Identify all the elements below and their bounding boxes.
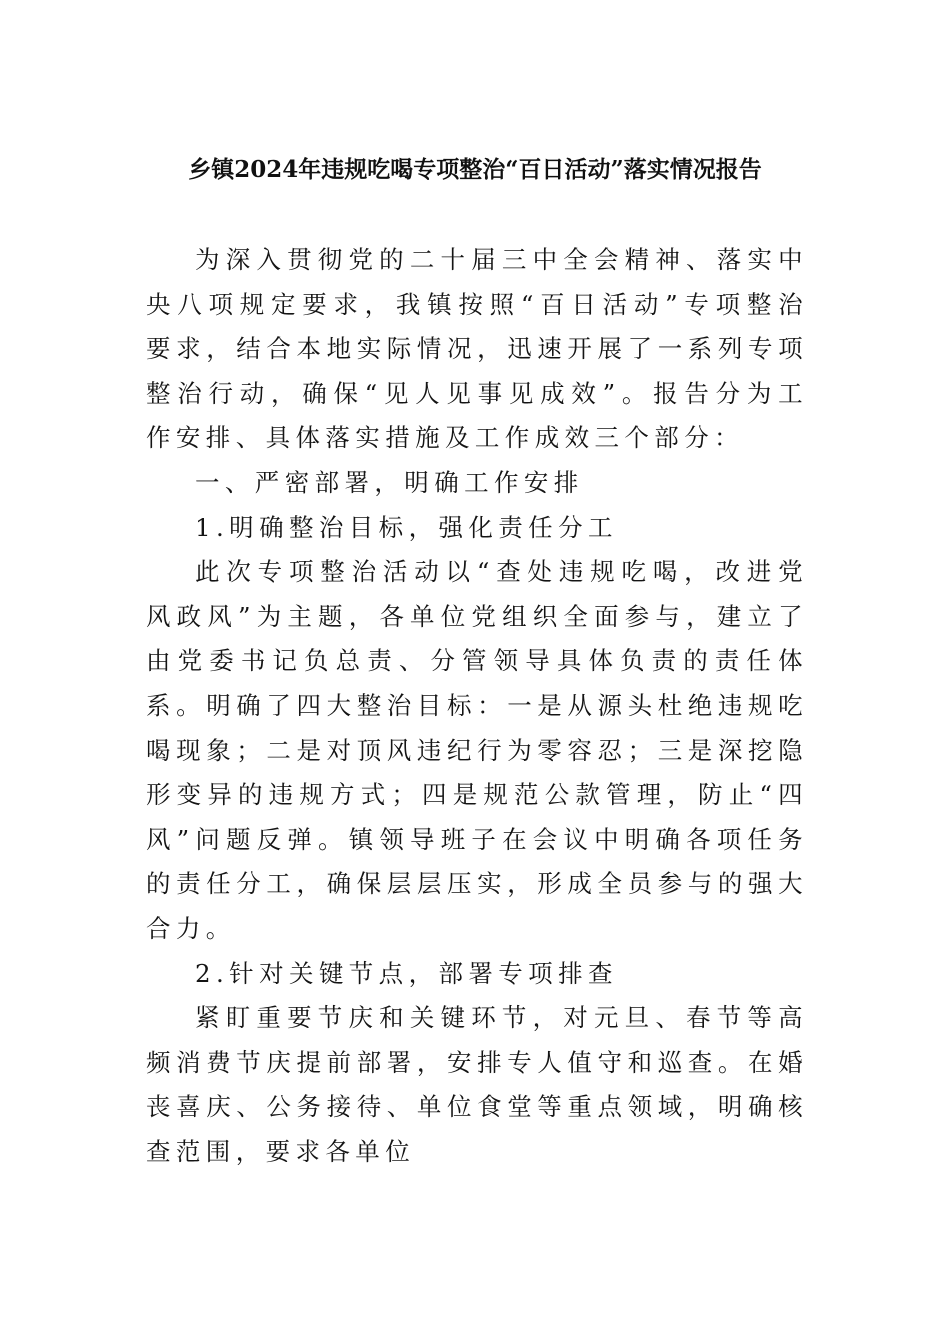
subsection-heading-1-1: 1.明确整治目标，强化责任分工 (195, 512, 618, 542)
subsection-heading-1-2: 2.针对关键节点，部署专项排查 (195, 958, 618, 988)
body-paragraph-key-nodes: 紧盯重要节庆和关键环节，对元旦、春节等高频消费节庆提前部署，安排专人值守和巡查。在婚丧喜庆、公务接待、单位食堂等重点领域，明确核查范围，要求各单位 (146, 1003, 808, 1166)
document-body (146, 238, 808, 1174)
intro-paragraph: 为深入贯彻党的二十届三中全会精神、落实中央八项规定要求，我镇按照“百日活动”专项整治要求，结合本地实际情况，迅速开展了一系列专项整治行动，确保“见人见事见成效”。报告分为工作安排、具体落实措施及工作成效三个部分： (146, 245, 808, 453)
body-paragraph-targets: 此次专项整治活动以“查处违规吃喝，改进党风政风”为主题，各单位党组织全面参与，建立了由党委书记负总责、分管领导具体负责的责任体系。明确了四大整治目标：一是从源头杜绝违规吃喝现象；二是对顶风违纪行为零容忍；三是深挖隐形变异的违规方式；四是规范公款管理，防止“四风”问题反弹。镇领导班子在会议中明确各项任务的责任分工，确保层层压实，形成全员参与的强大合力。 (146, 557, 808, 943)
document-title: 乡镇2024年违规吃喝专项整治“百日活动”落实情况报告 (188, 156, 762, 183)
section-heading-1: 一、严密部署，明确工作安排 (195, 467, 584, 497)
